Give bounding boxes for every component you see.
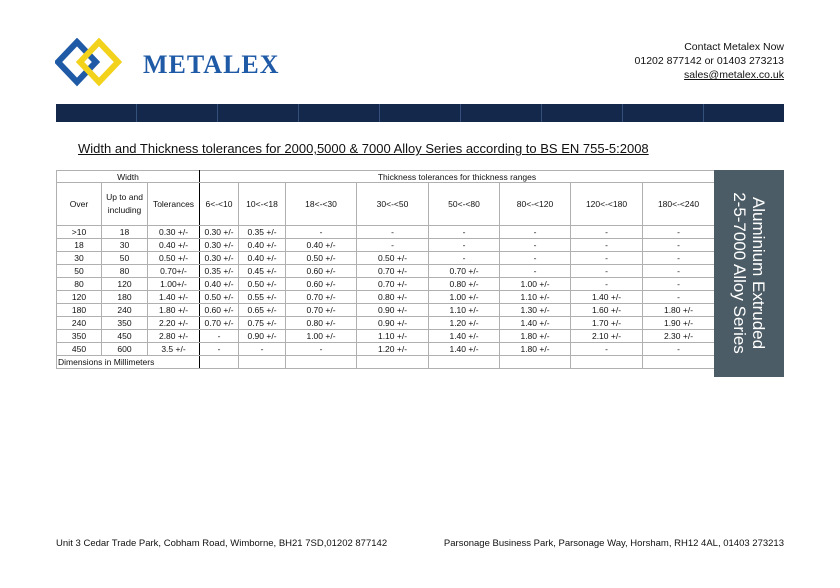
cell-thickness: 0.70 +/- bbox=[357, 278, 429, 291]
cell-thickness: 0.50 +/- bbox=[200, 291, 239, 304]
cell-thickness: 0.65 +/- bbox=[239, 304, 286, 317]
group-header-row bbox=[57, 171, 715, 183]
cell-tolerance: 0.30 +/- bbox=[148, 226, 200, 239]
cell-thickness: - bbox=[643, 265, 715, 278]
cell-thickness: 1.40 +/- bbox=[429, 330, 500, 343]
dimensions-footnote: Dimensions in Millimeters bbox=[57, 356, 200, 369]
brand-name: METALEX bbox=[143, 50, 280, 79]
cell-thickness: 1.40 +/- bbox=[429, 343, 500, 356]
cell-over: 120 bbox=[57, 291, 102, 304]
col-upto-header: Up to and including bbox=[102, 183, 148, 226]
cell-thickness: 0.90 +/- bbox=[239, 330, 286, 343]
cell-thickness: 0.70 +/- bbox=[286, 304, 357, 317]
width-group-header: Width bbox=[57, 171, 200, 183]
cell-over: 450 bbox=[57, 343, 102, 356]
cell-thickness: 0.30 +/- bbox=[200, 239, 239, 252]
cell-thickness: - bbox=[571, 226, 643, 239]
table-row bbox=[57, 265, 715, 278]
cell-upto: 30 bbox=[102, 239, 148, 252]
column-header-row bbox=[57, 183, 715, 226]
cell-thickness: 1.90 +/- bbox=[643, 317, 715, 330]
cell-thickness: 0.90 +/- bbox=[357, 304, 429, 317]
cell-tolerance: 2.80 +/- bbox=[148, 330, 200, 343]
cell-thickness: 1.20 +/- bbox=[357, 343, 429, 356]
cell-thickness: - bbox=[286, 226, 357, 239]
cell-thickness: 1.30 +/- bbox=[500, 304, 571, 317]
cell-upto: 80 bbox=[102, 265, 148, 278]
cell-thickness: 1.80 +/- bbox=[500, 343, 571, 356]
empty-cell bbox=[200, 356, 239, 369]
cell-thickness: 0.35 +/- bbox=[239, 226, 286, 239]
cell-thickness: - bbox=[200, 343, 239, 356]
cell-upto: 120 bbox=[102, 278, 148, 291]
cell-thickness: 1.40 +/- bbox=[500, 317, 571, 330]
cell-thickness: 0.80 +/- bbox=[357, 291, 429, 304]
cell-thickness: 2.30 +/- bbox=[643, 330, 715, 343]
cell-thickness: - bbox=[429, 226, 500, 239]
cell-thickness: 0.55 +/- bbox=[239, 291, 286, 304]
cell-upto: 600 bbox=[102, 343, 148, 356]
cell-thickness: - bbox=[643, 291, 715, 304]
header-band bbox=[56, 104, 784, 122]
tolerance-table bbox=[56, 170, 715, 369]
cell-thickness: 1.60 +/- bbox=[571, 304, 643, 317]
range-header: 10<-<18 bbox=[239, 183, 286, 226]
cell-thickness: 0.30 +/- bbox=[200, 252, 239, 265]
cell-thickness: - bbox=[643, 252, 715, 265]
cell-thickness: - bbox=[571, 265, 643, 278]
cell-thickness: 0.30 +/- bbox=[200, 226, 239, 239]
cell-thickness: - bbox=[429, 252, 500, 265]
cell-over: 18 bbox=[57, 239, 102, 252]
cell-upto: 50 bbox=[102, 252, 148, 265]
diamond-logo-icon bbox=[55, 38, 135, 88]
range-header: 18<-<30 bbox=[286, 183, 357, 226]
side-label-panel bbox=[714, 170, 784, 377]
cell-thickness: 0.70 +/- bbox=[357, 265, 429, 278]
table-row bbox=[57, 330, 715, 343]
empty-cell bbox=[239, 356, 286, 369]
cell-thickness: - bbox=[643, 343, 715, 356]
empty-cell bbox=[643, 356, 715, 369]
cell-thickness: 1.00 +/- bbox=[500, 278, 571, 291]
cell-thickness: - bbox=[571, 239, 643, 252]
cell-thickness: 1.10 +/- bbox=[429, 304, 500, 317]
cell-over: 30 bbox=[57, 252, 102, 265]
cell-thickness: 0.70 +/- bbox=[429, 265, 500, 278]
cell-thickness: 0.60 +/- bbox=[286, 265, 357, 278]
cell-upto: 240 bbox=[102, 304, 148, 317]
cell-thickness: 0.80 +/- bbox=[286, 317, 357, 330]
document-title: Width and Thickness tolerances for 2000,5000 & 7000 Alloy Series according to BS EN 755-5:2008 bbox=[78, 141, 649, 156]
cell-thickness: - bbox=[429, 239, 500, 252]
range-header: 6<-<10 bbox=[200, 183, 239, 226]
side-label-line2: 2-5-7000 Alloy Series bbox=[730, 192, 749, 354]
cell-tolerance: 1.00+/- bbox=[148, 278, 200, 291]
cell-thickness: 0.60 +/- bbox=[200, 304, 239, 317]
side-label-line1: Aluminium Extruded bbox=[749, 196, 768, 350]
cell-thickness: 1.00 +/- bbox=[429, 291, 500, 304]
cell-thickness: 0.70 +/- bbox=[200, 317, 239, 330]
address-wimborne: Unit 3 Cedar Trade Park, Cobham Road, Wimborne, BH21 7SD,01202 877142 bbox=[56, 538, 388, 549]
contact-phones: 01202 877142 or 01403 273213 bbox=[634, 55, 784, 67]
cell-thickness: - bbox=[643, 226, 715, 239]
range-header: 50<-<80 bbox=[429, 183, 500, 226]
contact-email-link[interactable]: sales@metalex.co.uk bbox=[684, 69, 784, 81]
cell-over: 80 bbox=[57, 278, 102, 291]
cell-thickness: - bbox=[500, 252, 571, 265]
cell-tolerance: 0.70+/- bbox=[148, 265, 200, 278]
cell-thickness: 0.40 +/- bbox=[239, 239, 286, 252]
side-label bbox=[730, 173, 768, 373]
cell-thickness: 0.80 +/- bbox=[429, 278, 500, 291]
cell-tolerance: 1.80 +/- bbox=[148, 304, 200, 317]
cell-thickness: - bbox=[571, 343, 643, 356]
footnote-row bbox=[57, 356, 715, 369]
cell-thickness: 0.40 +/- bbox=[239, 252, 286, 265]
address-horsham: Parsonage Business Park, Parsonage Way, Horsham, RH12 4AL, 01403 273213 bbox=[443, 538, 784, 549]
empty-cell bbox=[357, 356, 429, 369]
cell-thickness: 0.90 +/- bbox=[357, 317, 429, 330]
cell-thickness: 0.50 +/- bbox=[357, 252, 429, 265]
cell-upto: 180 bbox=[102, 291, 148, 304]
table-row bbox=[57, 343, 715, 356]
cell-thickness: 1.80 +/- bbox=[643, 304, 715, 317]
empty-cell bbox=[429, 356, 500, 369]
cell-over: 180 bbox=[57, 304, 102, 317]
cell-thickness: 0.50 +/- bbox=[239, 278, 286, 291]
cell-thickness: 0.40 +/- bbox=[286, 239, 357, 252]
cell-thickness: 0.35 +/- bbox=[200, 265, 239, 278]
cell-thickness: 0.40 +/- bbox=[200, 278, 239, 291]
range-header: 30<-<50 bbox=[357, 183, 429, 226]
cell-tolerance: 0.40 +/- bbox=[148, 239, 200, 252]
cell-over: 50 bbox=[57, 265, 102, 278]
empty-cell bbox=[571, 356, 643, 369]
col-over-header: Over bbox=[57, 183, 102, 226]
cell-thickness: - bbox=[571, 278, 643, 291]
cell-tolerance: 2.20 +/- bbox=[148, 317, 200, 330]
table-row bbox=[57, 304, 715, 317]
cell-thickness: 1.10 +/- bbox=[500, 291, 571, 304]
table-row bbox=[57, 317, 715, 330]
table-row bbox=[57, 278, 715, 291]
table-row bbox=[57, 291, 715, 304]
cell-thickness: 0.70 +/- bbox=[286, 291, 357, 304]
col-tolerances-header: Tolerances bbox=[148, 183, 200, 226]
cell-thickness: - bbox=[357, 226, 429, 239]
cell-thickness: - bbox=[643, 278, 715, 291]
range-header: 120<-<180 bbox=[571, 183, 643, 226]
cell-thickness: 2.10 +/- bbox=[571, 330, 643, 343]
table-row bbox=[57, 226, 715, 239]
range-header: 180<-<240 bbox=[643, 183, 715, 226]
cell-thickness: - bbox=[643, 239, 715, 252]
cell-thickness: - bbox=[571, 252, 643, 265]
table-row bbox=[57, 239, 715, 252]
table-row bbox=[57, 252, 715, 265]
cell-upto: 18 bbox=[102, 226, 148, 239]
cell-thickness: 0.60 +/- bbox=[286, 278, 357, 291]
cell-thickness: - bbox=[286, 343, 357, 356]
contact-heading: Contact Metalex Now bbox=[684, 41, 784, 53]
cell-thickness: - bbox=[200, 330, 239, 343]
cell-tolerance: 3.5 +/- bbox=[148, 343, 200, 356]
cell-over: 240 bbox=[57, 317, 102, 330]
range-header: 80<-<120 bbox=[500, 183, 571, 226]
cell-tolerance: 1.40 +/- bbox=[148, 291, 200, 304]
cell-upto: 350 bbox=[102, 317, 148, 330]
cell-thickness: 0.75 +/- bbox=[239, 317, 286, 330]
cell-thickness: 1.40 +/- bbox=[571, 291, 643, 304]
cell-thickness: - bbox=[239, 343, 286, 356]
cell-thickness: - bbox=[357, 239, 429, 252]
thickness-group-header: Thickness tolerances for thickness ranges bbox=[200, 171, 715, 183]
cell-thickness: 1.10 +/- bbox=[357, 330, 429, 343]
cell-tolerance: 0.50 +/- bbox=[148, 252, 200, 265]
cell-thickness: 1.00 +/- bbox=[286, 330, 357, 343]
empty-cell bbox=[286, 356, 357, 369]
cell-upto: 450 bbox=[102, 330, 148, 343]
cell-thickness: 0.45 +/- bbox=[239, 265, 286, 278]
cell-thickness: - bbox=[500, 265, 571, 278]
cell-thickness: 1.80 +/- bbox=[500, 330, 571, 343]
contact-block bbox=[635, 40, 784, 82]
cell-thickness: 0.50 +/- bbox=[286, 252, 357, 265]
cell-over: 350 bbox=[57, 330, 102, 343]
cell-thickness: 1.20 +/- bbox=[429, 317, 500, 330]
cell-thickness: 1.70 +/- bbox=[571, 317, 643, 330]
metalex-logo bbox=[55, 38, 295, 88]
cell-thickness: - bbox=[500, 239, 571, 252]
cell-over: >10 bbox=[57, 226, 102, 239]
empty-cell bbox=[500, 356, 571, 369]
cell-thickness: - bbox=[500, 226, 571, 239]
